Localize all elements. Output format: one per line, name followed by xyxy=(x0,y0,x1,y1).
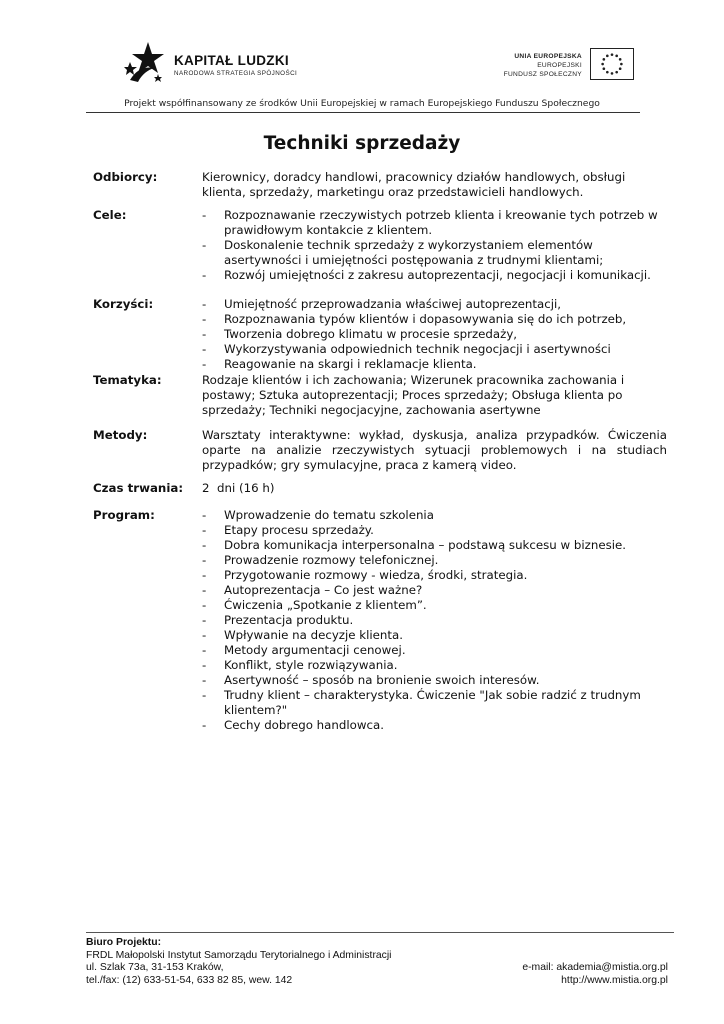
cofinance-notice: Projekt współfinansowany ze środków Unii Europejskiej w ramach Europejskiego Funduszu Społecznego xyxy=(124,98,600,109)
footer-institution: FRDL Małopolski Instytut Samorządu Terytorialnego i Administracji xyxy=(86,949,392,961)
section-label: Program: xyxy=(93,508,155,522)
section-text: Rodzaje klientów i ich zachowania; Wizerunek pracownika zachowania i postawy; Sztuka autoprezentacji; Proces sprzedaży; Obsługa klienta po sprzedaży; Techniki negocjacyjne, zachowania asertywne xyxy=(202,373,625,417)
program-list xyxy=(202,508,667,733)
document-title: Techniki sprzedaży xyxy=(263,133,461,154)
footer-divider xyxy=(86,932,674,933)
section-label: Metody: xyxy=(93,428,148,442)
footer-email[interactable]: e-mail: akademia@mistia.org.pl xyxy=(522,962,668,973)
list-item: - Prezentacja produktu. xyxy=(202,613,667,628)
section-label: Czas trwania: xyxy=(93,481,184,495)
list-item: - Wpływanie na decyzje klienta. xyxy=(202,628,667,643)
eu-logo-text xyxy=(504,52,582,79)
footer-title: Biuro Projektu: xyxy=(86,937,162,948)
section-label: Tematyka: xyxy=(93,373,162,387)
cele-list xyxy=(202,208,667,283)
korzysci-list xyxy=(202,297,667,372)
list-item: - Etapy procesu sprzedaży. xyxy=(202,523,667,538)
kapital-ludzki-logo xyxy=(124,40,324,90)
eu-line-3: FUNDUSZ SPOŁECZNY xyxy=(503,71,582,78)
list-item: - Tworzenia dobrego klimatu w procesie sprzedaży, xyxy=(202,327,667,342)
list-item: - Przygotowanie rozmowy - wiedza, środki, strategia. xyxy=(202,568,667,583)
eu-line-2: EUROPEJSKI xyxy=(537,62,582,69)
list-item: - Wykorzystywania odpowiednich technik negocjacji i asertywności xyxy=(202,342,667,357)
logo-title: KAPITAŁ LUDZKI xyxy=(174,53,289,68)
list-item: - Prowadzenie rozmowy telefonicznej. xyxy=(202,553,667,568)
list-item: - Doskonalenie technik sprzedaży z wykorzystaniem elementów asertywności i umiejętności postępowania z trudnymi klientami; xyxy=(202,238,667,268)
section-label: Odbiorcy: xyxy=(93,170,158,184)
section-text: Kierownicy, doradcy handlowi, pracownicy działów handlowych, obsługi klienta, sprzedaży, marketingu oraz przedstawicieli handlowych. xyxy=(202,170,626,199)
list-item: - Ćwiczenia „Spotkanie z klientem”. xyxy=(202,598,667,613)
footer-website-link[interactable]: http://www.mistia.org.pl xyxy=(561,974,668,986)
list-item: - Rozwój umiejętności z zakresu autoprezentacji, negocjacji i komunikacji. xyxy=(202,268,667,283)
section-text: Warsztaty interaktywne: wykład, dyskusja, analiza przypadków. Ćwiczenia oparte na analizie rzeczywistych sytuacji problemowych i na studiach przypadków; gry symulacyjne, praca z kamerą video. xyxy=(202,428,667,472)
kapital-ludzki-star-icon xyxy=(124,40,164,86)
list-item: - Metody argumentacji cenowej. xyxy=(202,643,667,658)
list-item: - Trudny klient – charakterystyka. Ćwiczenie "Jak sobie radzić z trudnym klientem?" xyxy=(202,688,667,718)
list-item: - Konflikt, style rozwiązywania. xyxy=(202,658,667,673)
section-label: Korzyści: xyxy=(93,297,154,311)
list-item: - Rozpoznawanie rzeczywistych potrzeb klienta i kreowanie tych potrzeb w prawidłowym kontakcie z klientem. xyxy=(202,208,667,238)
footer-address-block xyxy=(86,937,392,987)
footer-address: ul. Szlak 73a, 31-153 Kraków, xyxy=(86,962,224,973)
footer-phone: tel./fax: (12) 633-51-54, 633 82 85, wew. 142 xyxy=(86,974,293,986)
list-item: - Autoprezentacja – Co jest ważne? xyxy=(202,583,667,598)
list-item: - Umiejętność przeprowadzania właściwej autoprezentacji, xyxy=(202,297,667,312)
list-item: - Dobra komunikacja interpersonalna – podstawą sukcesu w biznesie. xyxy=(202,538,667,553)
list-item: - Wprowadzenie do tematu szkolenia xyxy=(202,508,667,523)
list-item: - Asertywność – sposób na bronienie swoich interesów. xyxy=(202,673,667,688)
list-item: - Rozpoznawania typów klientów i dopasowywania się do ich potrzeb, xyxy=(202,312,667,327)
logo-subtitle: NARODOWA STRATEGIA SPÓJNOŚCI xyxy=(174,70,298,77)
list-item: - Reagowanie na skargi i reklamacje klienta. xyxy=(202,357,667,372)
eu-flag-icon xyxy=(590,48,634,80)
section-text: 2 dni (16 h) xyxy=(202,481,275,495)
eu-line-1: UNIA EUROPEJSKA xyxy=(514,53,582,60)
section-label: Cele: xyxy=(93,208,127,222)
list-item: - Cechy dobrego handlowca. xyxy=(202,718,667,733)
eu-logo xyxy=(494,48,634,82)
header-divider xyxy=(86,112,640,113)
